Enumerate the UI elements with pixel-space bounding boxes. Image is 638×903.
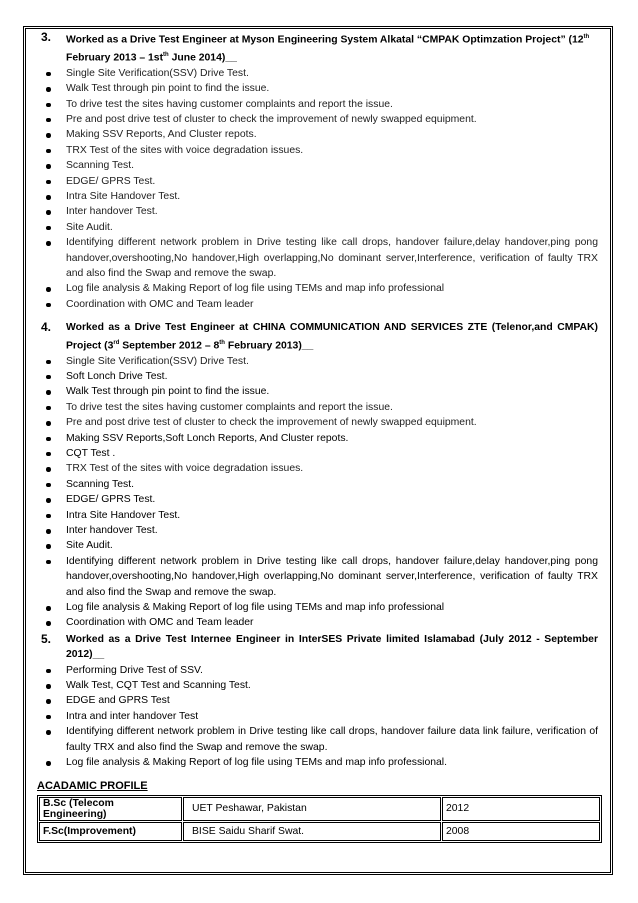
list-item: EDGE/ GPRS Test.: [41, 492, 598, 507]
bullet-icon: [41, 127, 66, 142]
bullet-icon: [41, 220, 66, 235]
bullet-icon: [41, 384, 66, 399]
list-item: Intra Site Handover Test.: [41, 508, 598, 523]
degree-cell: B.Sc (Telecom Engineering): [39, 797, 182, 821]
list-item: Identifying different network problem in Drive testing like call drops, handover failure data link failure, verification of faulty TRX and also find the Swap and remove the swap.: [41, 724, 598, 755]
bullet-icon: [41, 554, 66, 600]
institute-cell: UET Peshawar, Pakistan: [183, 797, 441, 821]
bullet-icon: [41, 400, 66, 415]
bullet-icon: [41, 477, 66, 492]
bullet-icon: [41, 281, 66, 296]
bullet-icon: [41, 693, 66, 708]
job-entry-4: [41, 320, 598, 631]
bullet-icon: [41, 204, 66, 219]
list-item: EDGE and GPRS Test: [41, 693, 598, 708]
year-cell: 2008: [442, 822, 600, 841]
bullet-icon: [41, 538, 66, 553]
list-item: EDGE/ GPRS Test.: [41, 174, 598, 189]
bullet-icon: [41, 724, 66, 755]
bullet-icon: [41, 600, 66, 615]
job-duties-list: [41, 66, 598, 313]
job-title: Worked as a Drive Test Engineer at CHINA COMMUNICATION AND SERVICES ZTE (Telenor,and CMPAK) Project (3rd September 2012 – 8th February 2013)__: [66, 322, 598, 352]
list-item: Identifying different network problem in Drive testing like call drops, handover failure,delay handover,ping pong handover,overshooting,No handover,High overlapping,No dominant server,Interference, verification of faulty TRX and also find the Swap and remove the swap.: [41, 235, 598, 281]
list-item: CQT Test .: [41, 446, 598, 461]
list-item: Coordination with OMC and Team leader: [41, 615, 598, 630]
bullet-icon: [41, 615, 66, 630]
list-item: Log file analysis & Making Report of log file using TEMs and map info professional.: [41, 755, 598, 770]
bullet-icon: [41, 431, 66, 446]
list-item: Soft Lonch Drive Test.: [41, 369, 598, 384]
job-entry-3: [41, 30, 598, 312]
degree-cell: F.Sc(Improvement): [39, 822, 182, 841]
list-item: To drive test the sites having customer complaints and report the issue.: [41, 400, 598, 415]
job-heading: [41, 632, 598, 663]
bullet-icon: [41, 189, 66, 204]
bullet-icon: [41, 369, 66, 384]
bullet-icon: [41, 446, 66, 461]
list-item: Inter handover Test.: [41, 204, 598, 219]
list-item: Intra and inter handover Test: [41, 709, 598, 724]
list-item: Performing Drive Test of SSV.: [41, 663, 598, 678]
list-item: Scanning Test.: [41, 477, 598, 492]
list-item: Log file analysis & Making Report of log file using TEMs and map info professional: [41, 600, 598, 615]
job-entry-5: [41, 632, 598, 771]
academic-table: [37, 795, 602, 843]
bullet-icon: [41, 158, 66, 173]
bullet-icon: [41, 354, 66, 369]
list-item: Inter handover Test.: [41, 523, 598, 538]
bullet-icon: [41, 508, 66, 523]
list-item: Single Site Verification(SSV) Drive Test.: [41, 66, 598, 81]
list-item: Making SSV Reports,Soft Lonch Reports, And Cluster repots.: [41, 431, 598, 446]
list-item: Walk Test through pin point to find the issue.: [41, 81, 598, 96]
list-item: Coordination with OMC and Team leader: [41, 297, 598, 312]
list-item: Making SSV Reports, And Cluster repots.: [41, 127, 598, 142]
list-item: TRX Test of the sites with voice degradation issues.: [41, 461, 598, 476]
institute-cell: BISE Saidu Sharif Swat.: [183, 822, 441, 841]
job-duties-list: [41, 354, 598, 631]
list-item: Pre and post drive test of cluster to check the improvement of newly swapped equipment.: [41, 415, 598, 430]
bullet-icon: [41, 492, 66, 507]
list-item: Site Audit.: [41, 220, 598, 235]
bullet-icon: [41, 678, 66, 693]
job-number: 4.: [41, 320, 52, 335]
list-item: Site Audit.: [41, 538, 598, 553]
bullet-icon: [41, 174, 66, 189]
job-number: 3.: [41, 30, 52, 44]
list-item: Walk Test, CQT Test and Scanning Test.: [41, 678, 598, 693]
bullet-icon: [41, 297, 66, 312]
list-item: Single Site Verification(SSV) Drive Test.: [41, 354, 598, 369]
bullet-icon: [41, 461, 66, 476]
job-title: Worked as a Drive Test Engineer at Myson Engineering System Alkatal “CMPAK Optimzation Project” (12th February $2013 - 1st^{th}$ June 2014)__: [66, 34, 590, 64]
list-item: To drive test the sites having customer complaints and report the issue.: [41, 97, 598, 112]
bullet-icon: [41, 415, 66, 430]
table-row: [39, 797, 600, 821]
list-item: Walk Test through pin point to find the issue.: [41, 384, 598, 399]
list-item: TRX Test of the sites with voice degradation issues.: [41, 143, 598, 158]
table-row: [39, 822, 600, 841]
academic-profile-heading: ACADAMIC PROFILE: [37, 779, 148, 792]
bullet-icon: [41, 663, 66, 678]
job-heading: [41, 320, 598, 353]
list-item: Identifying different network problem in Drive testing like call drops, handover failure,delay handover,ping pong handover,overshooting,No handover,High overlapping,No dominant server,Interference, verification of faulty TRX and also find the Swap and remove the swap.: [41, 554, 598, 600]
bullet-icon: [41, 81, 66, 96]
job-title: Worked as a Drive Test Internee Engineer in InterSES Private limited Islamabad (July 2012 - September 2012)__: [66, 633, 598, 661]
bullet-icon: [41, 235, 66, 281]
list-item: Scanning Test.: [41, 158, 598, 173]
bullet-icon: [41, 755, 66, 770]
bullet-icon: [41, 97, 66, 112]
bullet-icon: [41, 709, 66, 724]
job-number: 5.: [41, 631, 52, 646]
job-duties-list: [41, 663, 598, 771]
resume-content: [37, 30, 598, 843]
bullet-icon: [41, 66, 66, 81]
list-item: Pre and post drive test of cluster to check the improvement of newly swapped equipment.: [41, 112, 598, 127]
list-item: Log file analysis & Making Report of log file using TEMs and map info professional: [41, 281, 598, 296]
year-cell: 2012: [442, 797, 600, 821]
list-item: Intra Site Handover Test.: [41, 189, 598, 204]
bullet-icon: [41, 523, 66, 538]
bullet-icon: [41, 143, 66, 158]
job-heading: [41, 30, 598, 66]
bullet-icon: [41, 112, 66, 127]
